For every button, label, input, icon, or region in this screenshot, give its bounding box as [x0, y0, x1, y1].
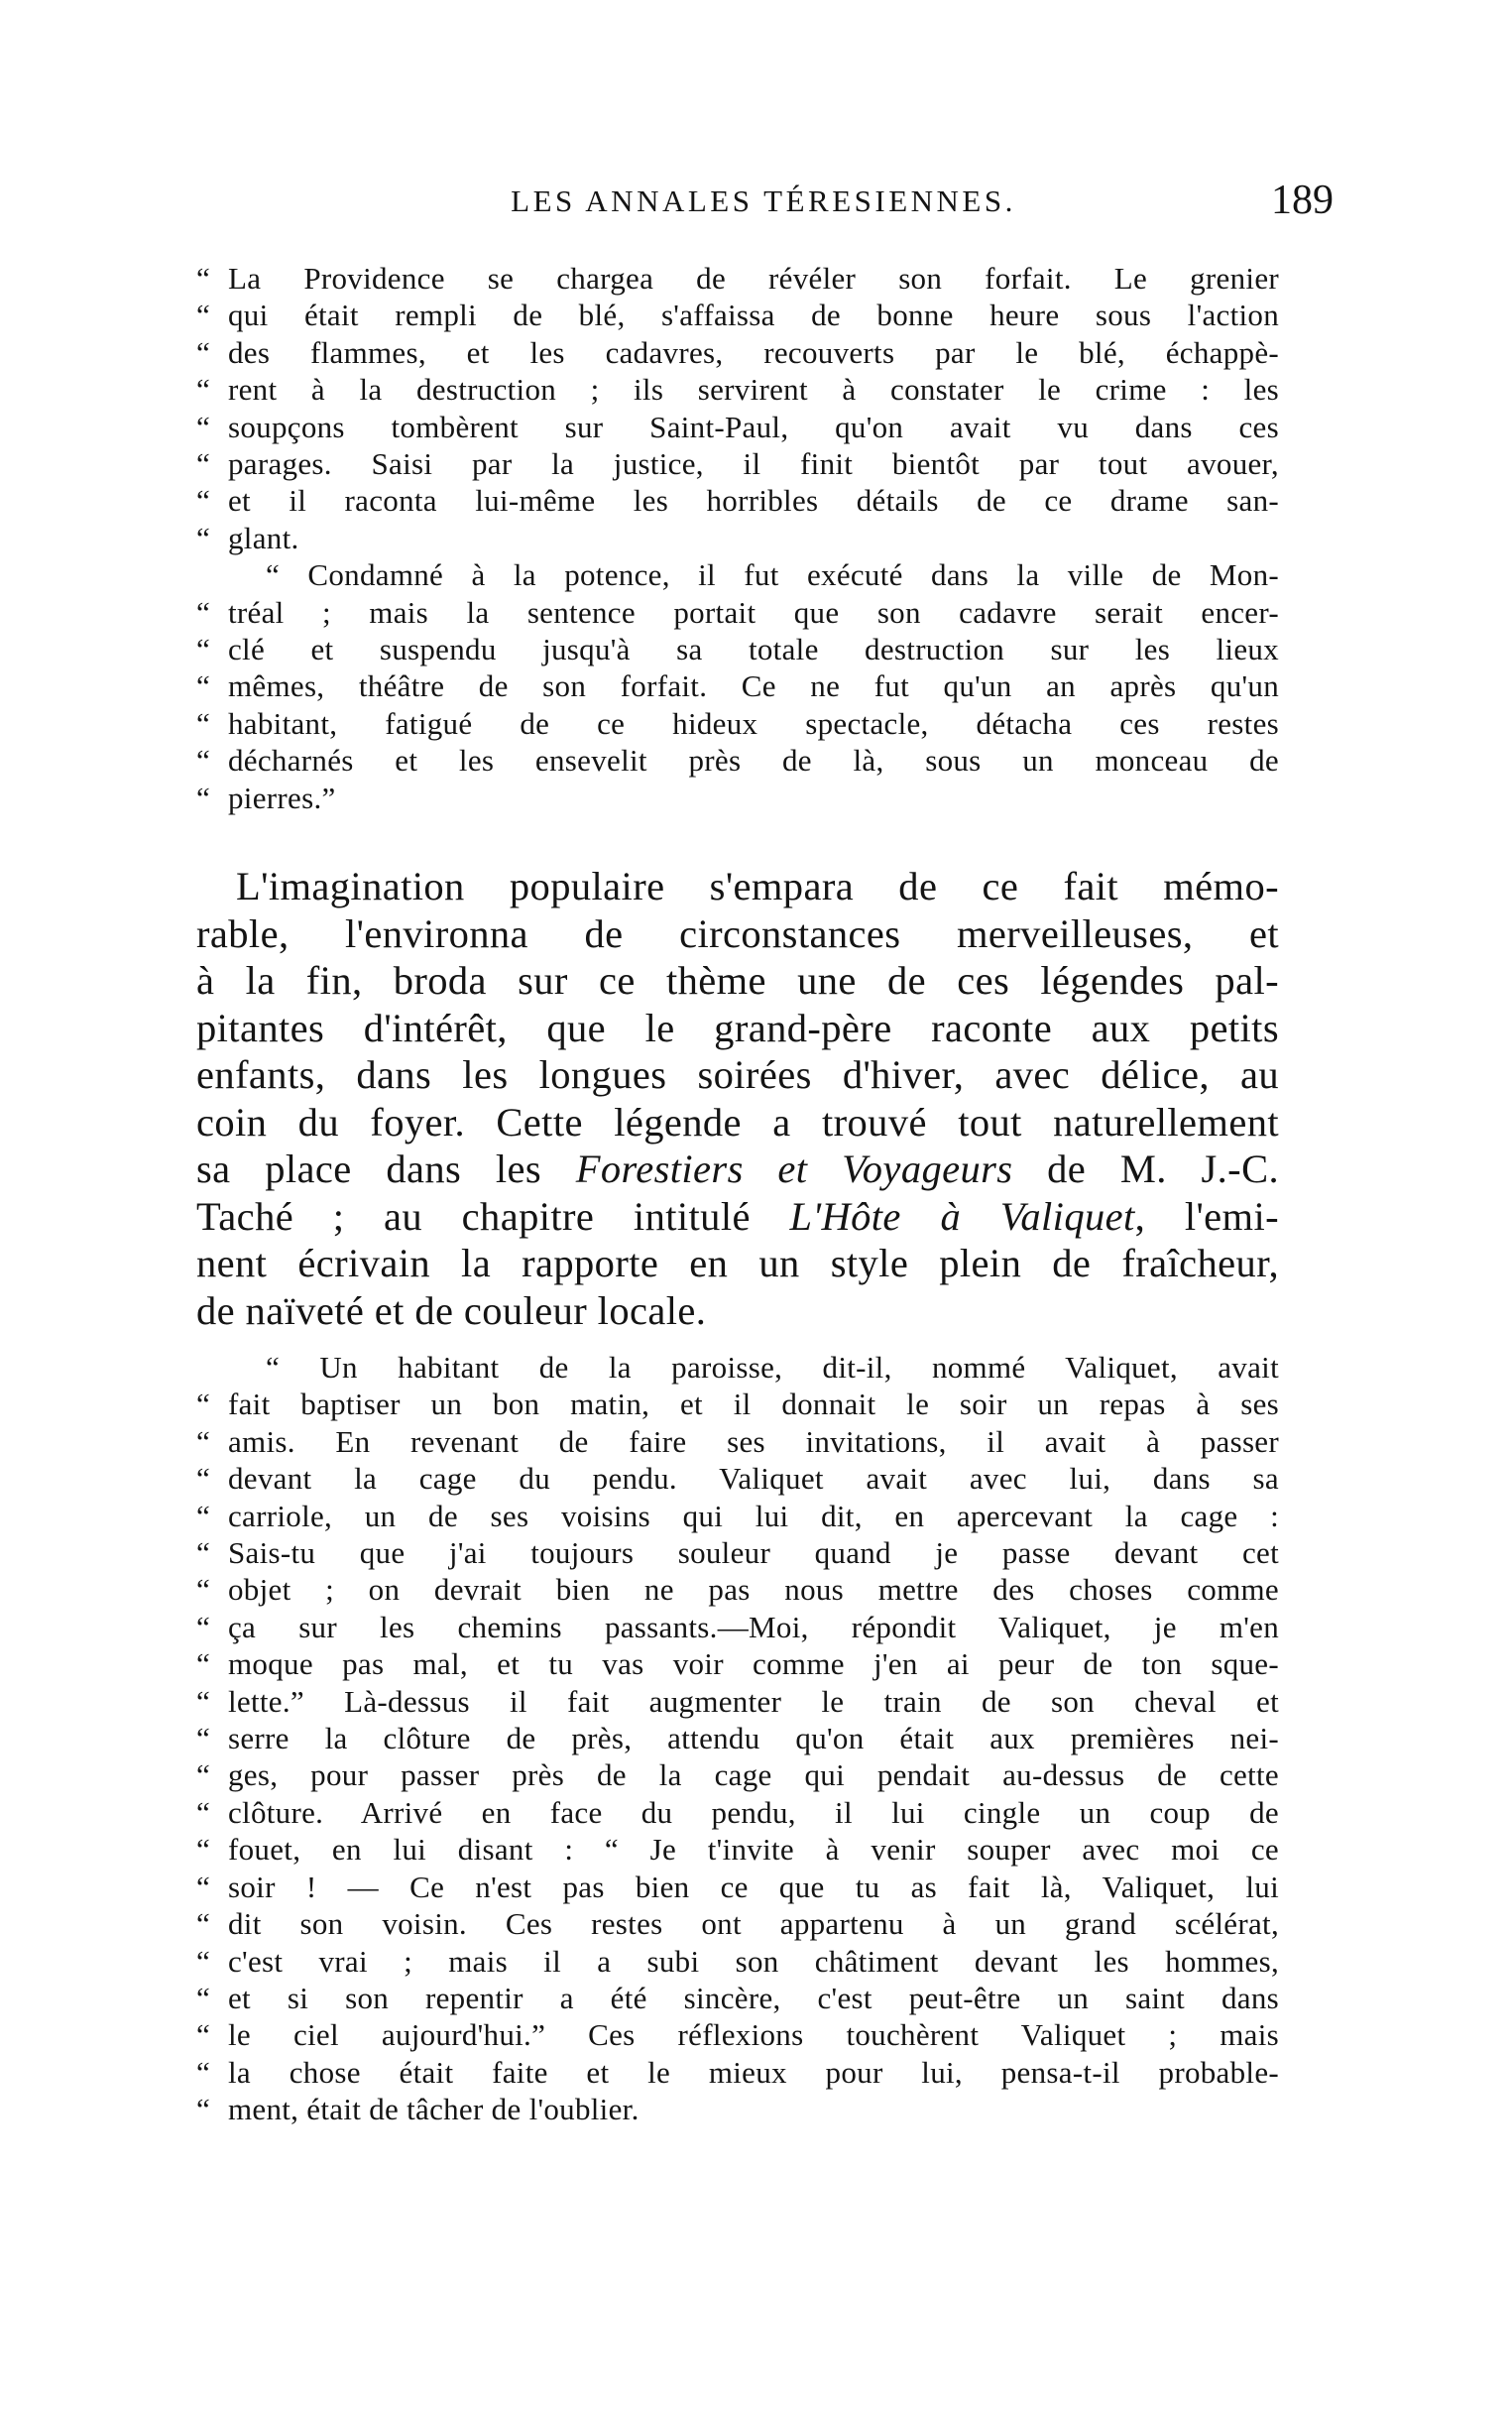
quote-text: soupçons tombèrent sur Saint-Paul, qu'on avait vu dans ces — [228, 409, 1279, 444]
quote-line — [196, 1980, 1279, 2016]
paragraph-line — [196, 1146, 1279, 1193]
quote-line — [196, 780, 1279, 816]
quote-text: qui était rempli de blé, s'affaissa de bonne heure sous l'action — [228, 298, 1279, 333]
quote-mark: “ — [196, 1943, 211, 1979]
line-text: , l'emi- — [1134, 1193, 1279, 1239]
quote-line — [196, 1831, 1279, 1868]
quote-mark: “ — [196, 261, 211, 296]
quote-line — [196, 2054, 1279, 2091]
quote-text: parages. Saisi par la justice, il finit bientôt par tout avouer, — [228, 446, 1279, 482]
quote-line — [196, 445, 1279, 482]
quoted-passage-1 — [196, 260, 1279, 816]
quote-mark: “ — [196, 743, 211, 779]
quote-mark: “ — [196, 298, 211, 333]
line-text: de M. J.-C. — [1012, 1147, 1280, 1191]
quote-mark: “ — [196, 2092, 211, 2127]
quote-line — [196, 1905, 1279, 1942]
paragraph-line: pitantes d'intérêt, que le grand-père raconte aux petits — [196, 1005, 1279, 1050]
quote-line — [196, 520, 1279, 556]
quote-text: et si son repentir a été sincère, c'est peut-être un saint dans — [228, 1980, 1279, 2015]
quote-line — [196, 1720, 1279, 1756]
quote-mark: “ — [196, 668, 211, 704]
quote-mark: “ — [196, 705, 211, 741]
quote-line — [196, 705, 1279, 742]
quote-mark: “ — [196, 1387, 211, 1422]
quote-line — [196, 1756, 1279, 1793]
quote-line — [196, 742, 1279, 779]
quote-text: devant la cage du pendu. Valiquet avait avec lui, dans sa — [228, 1461, 1279, 1497]
quote-text: c'est vrai ; mais il a subi son châtiment devant les hommes, — [228, 1943, 1279, 1979]
page-number: 189 — [1271, 178, 1334, 223]
quote-line — [196, 409, 1279, 445]
quote-line — [196, 631, 1279, 667]
quote-mark: “ — [196, 1498, 211, 1533]
quote-text: ça sur les chemins passants.—Moi, répondit Valiquet, je m'en — [228, 1609, 1279, 1644]
chapter-title-hote: L'Hôte à Valiquet — [789, 1193, 1135, 1239]
quote-mark: “ — [196, 2017, 211, 2053]
quote-line — [196, 2016, 1279, 2053]
paragraph-line: coin du foyer. Cette légende a trouvé tout naturellement — [196, 1099, 1279, 1145]
quote-text: amis. En revenant de faire ses invitations, il avait à passer — [228, 1423, 1279, 1459]
quote-line — [196, 1386, 1279, 1422]
quote-line — [196, 667, 1279, 704]
quote-text: glant. — [228, 520, 299, 555]
quote-line — [196, 2091, 1279, 2127]
quote-mark: “ — [196, 1609, 211, 1644]
quote-mark: “ — [196, 780, 211, 815]
quote-mark: “ — [196, 1832, 211, 1868]
line-text: sa place dans les — [196, 1147, 576, 1191]
quote-mark: “ — [196, 1906, 211, 1942]
quoted-passage-2 — [196, 1349, 1279, 2128]
quote-mark: “ — [196, 409, 211, 444]
quote-line — [196, 1349, 1279, 1386]
quote-text: et il raconta lui-même les horribles détails de ce drame san- — [228, 483, 1279, 519]
quote-mark: “ — [196, 1572, 211, 1608]
paragraph-line: de naïveté et de couleur locale. — [196, 1287, 707, 1333]
quote-line — [196, 297, 1279, 333]
quote-text: mêmes, théâtre de son forfait. Ce ne fut qu'un an après qu'un — [228, 668, 1279, 704]
quote-mark: “ — [196, 372, 211, 408]
quote-mark: “ — [196, 483, 211, 519]
quote-mark: “ — [196, 1683, 211, 1719]
paragraph-line: enfants, dans les longues soirées d'hiver, avec délice, au — [196, 1052, 1279, 1097]
quote-mark: “ — [196, 1980, 211, 2015]
quote-mark: “ — [196, 520, 211, 555]
quote-mark: “ — [196, 632, 211, 667]
quote-line — [196, 594, 1279, 631]
quote-text: décharnés et les ensevelit près de là, sous un monceau de — [228, 743, 1279, 779]
quote-mark — [196, 1349, 228, 1386]
quote-mark: “ — [196, 1869, 211, 1904]
quote-mark: “ — [196, 1794, 211, 1830]
quote-line — [196, 556, 1279, 593]
book-title-forestiers: Forestiers et Voyageurs — [575, 1147, 1013, 1191]
quote-text: des flammes, et les cadavres, recouverts par le blé, échappè- — [228, 334, 1279, 370]
quote-text: lette.” Là-dessus il fait augmenter le train de son cheval et — [228, 1683, 1279, 1719]
quote-line — [196, 1498, 1279, 1534]
quote-line — [196, 1609, 1279, 1645]
quote-text: “ Condamné à la potence, il fut exécuté dans la ville de Mon- — [266, 557, 1279, 593]
quote-line — [196, 1869, 1279, 1905]
page-header — [193, 177, 1334, 226]
paragraph-line: rable, l'environna de circonstances merveilleuses, et — [196, 910, 1279, 956]
quote-line — [196, 1460, 1279, 1497]
quote-mark — [196, 556, 228, 593]
quote-text: clé et suspendu jusqu'à sa totale destruction sur les lieux — [228, 632, 1279, 667]
quote-text: “ Un habitant de la paroisse, dit-il, nommé Valiquet, avait — [266, 1350, 1279, 1385]
quote-text: La Providence se chargea de révéler son forfait. Le grenier — [228, 261, 1279, 296]
quote-mark: “ — [196, 594, 211, 630]
quote-text: moque pas mal, et tu vas voir comme j'en ai peur de ton sque- — [228, 1646, 1279, 1682]
quote-text: pierres.” — [228, 780, 336, 815]
quote-text: soir ! — Ce n'est pas bien ce que tu as fait là, Valiquet, lui — [228, 1869, 1279, 1904]
quote-line — [196, 1423, 1279, 1460]
paragraph-line: à la fin, broda sur ce thème une de ces légendes pal- — [196, 958, 1279, 1003]
quote-text: ges, pour passer près de la cage qui pendait au-dessus de cette — [228, 1757, 1279, 1793]
quote-text: serre la clôture de près, attendu qu'on était aux premières nei- — [228, 1721, 1279, 1756]
quote-line — [196, 260, 1279, 297]
paragraph-line: L'imagination populaire s'empara de ce fait mémo- — [236, 864, 1279, 908]
quote-text: tréal ; mais la sentence portait que son cadavre serait encer- — [228, 594, 1279, 630]
quote-line — [196, 482, 1279, 519]
quote-text: la chose était faite et le mieux pour lui, pensa-t-il probable- — [228, 2054, 1279, 2090]
quote-text: rent à la destruction ; ils servirent à constater le crime : les — [228, 372, 1279, 408]
quote-line — [196, 1571, 1279, 1608]
quote-mark: “ — [196, 334, 211, 370]
quote-line — [196, 1534, 1279, 1571]
quote-text: le ciel aujourd'hui.” Ces réflexions touchèrent Valiquet ; mais — [228, 2017, 1279, 2053]
quote-text: fouet, en lui disant : “ Je t'invite à venir souper avec moi ce — [228, 1832, 1279, 1868]
quote-line — [196, 1943, 1279, 1980]
quote-mark: “ — [196, 1721, 211, 1756]
quote-line — [196, 371, 1279, 408]
quote-mark: “ — [196, 1646, 211, 1682]
quote-mark: “ — [196, 1535, 211, 1571]
quote-mark: “ — [196, 1757, 211, 1793]
paragraph-line: nent écrivain la rapporte en un style plein de fraîcheur, — [196, 1241, 1279, 1285]
quote-line — [196, 1683, 1279, 1720]
quote-text: habitant, fatigué de ce hideux spectacle, détacha ces restes — [228, 705, 1279, 741]
line-text: Taché ; au chapitre intitulé — [196, 1193, 790, 1239]
body-paragraph — [196, 863, 1279, 1334]
quote-text: objet ; on devrait bien ne pas nous mettre des choses comme — [228, 1572, 1279, 1608]
quote-text: clôture. Arrivé en face du pendu, il lui cingle un coup de — [228, 1794, 1279, 1830]
quote-mark: “ — [196, 446, 211, 482]
running-title: LES ANNALES TÉRESIENNES. — [511, 183, 1016, 218]
quote-text: carriole, un de ses voisins qui lui dit, en apercevant la cage : — [228, 1498, 1279, 1533]
quote-text: dit son voisin. Ces restes ont appartenu à un grand scélérat, — [228, 1906, 1279, 1942]
quote-text: ment, était de tâcher de l'oublier. — [228, 2092, 640, 2127]
quote-text: fait baptiser un bon matin, et il donnait le soir un repas à ses — [228, 1387, 1279, 1422]
quote-mark: “ — [196, 1461, 211, 1497]
paragraph-line — [196, 1193, 1279, 1241]
quote-line — [196, 334, 1279, 371]
quote-mark: “ — [196, 1423, 211, 1459]
quote-line — [196, 1794, 1279, 1831]
quote-line — [196, 1645, 1279, 1682]
quote-mark: “ — [196, 2054, 211, 2090]
quote-text: Sais-tu que j'ai toujours souleur quand je passe devant cet — [228, 1535, 1279, 1571]
